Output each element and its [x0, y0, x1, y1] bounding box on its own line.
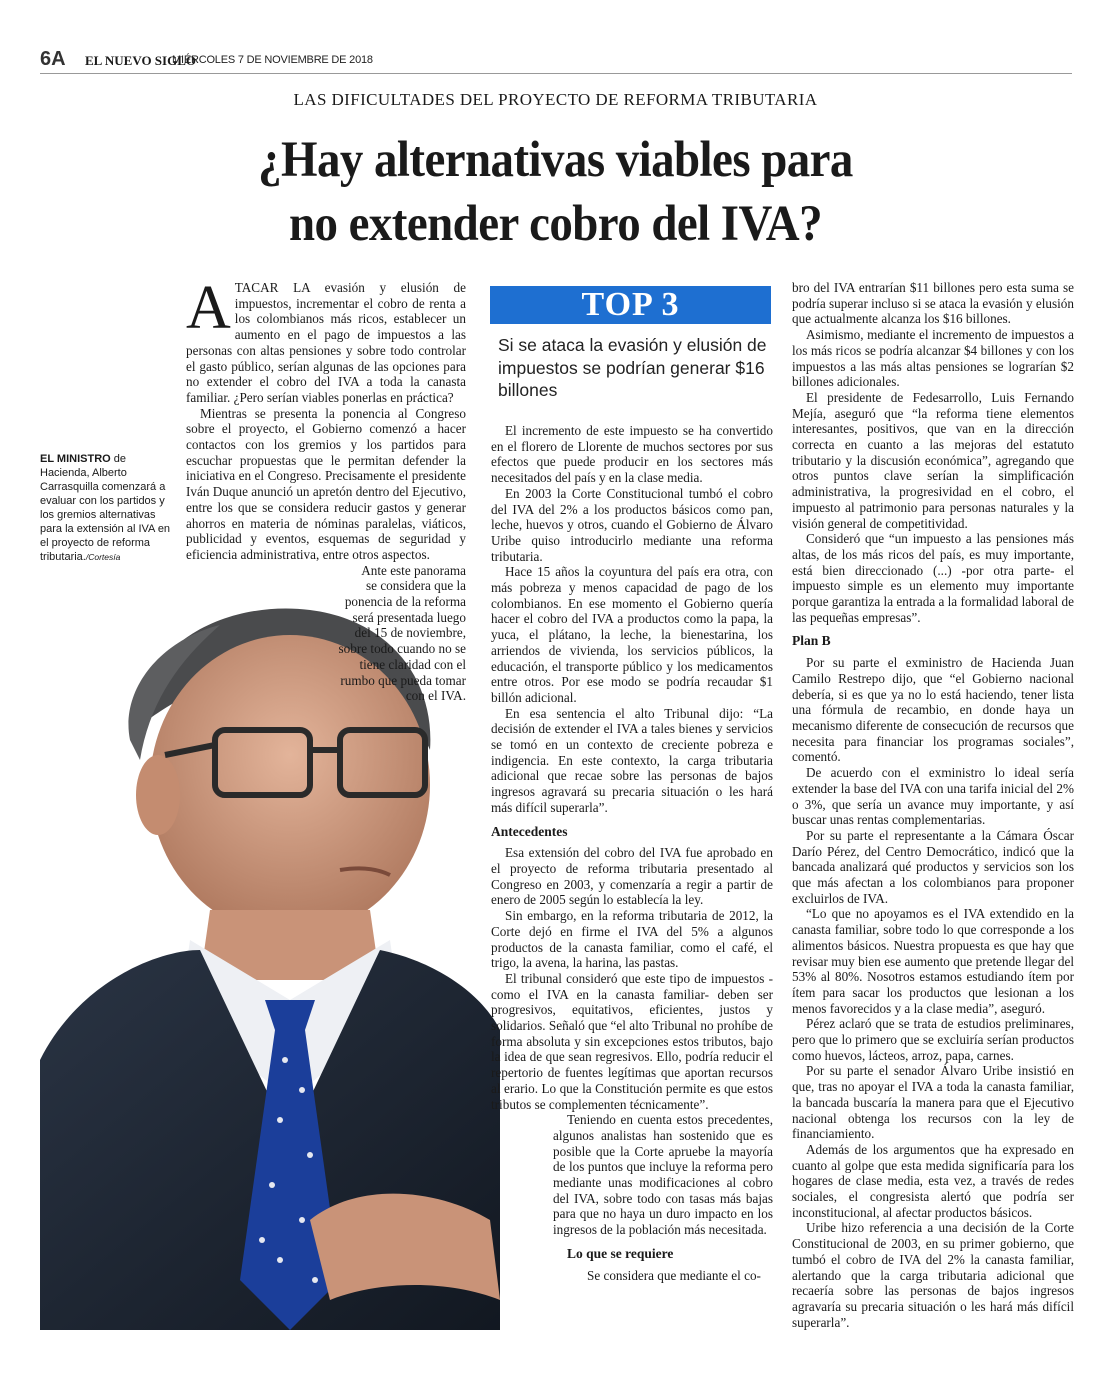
paragraph: Pérez aclaró que se trata de estudios preliminares, pero que lo primero que se excluiría serían productos como huevos, lácteos, arroz, papa, carnes.: [792, 1016, 1074, 1063]
caption-text: de Hacienda, Alberto Carrasquilla comenzará a evaluar con los partidos y los gremios alternativas para la extensión al IVA en el proyecto de reforma tributaria.: [40, 453, 171, 563]
paragraph: Hace 15 años la coyuntura del país era otra, con más pobreza y menos capacidad de pago de los colombianos. En ese momento el Gobierno quería hacer el cobro del IVA a productos como la papa, la yuca, el plátano, la leche, la bienestarina, los arriendos de vivienda, los servicios públicos, la educación, el transporte público y los medicamentos entre otros. Por ese modo se podría recaudar $1 billón adicional.: [491, 564, 773, 705]
article-headline: [44, 128, 1066, 256]
page-number: 6A: [40, 48, 66, 70]
subheading-plan-b: Plan B: [792, 633, 831, 649]
article-kicker: LAS DIFICULTADES DEL PROYECTO DE REFORMA TRIBUTARIA: [293, 90, 818, 109]
paragraph: El incremento de este impuesto se ha convertido en el florero de Llorente de muchos sectores por sus efectos que puede producir en los sectores más necesitados del país y en la clase media.: [491, 423, 773, 486]
header-rule: [40, 73, 1072, 74]
subheading-lo-que-se-requiere: Lo que se requiere: [567, 1245, 674, 1261]
paragraph: Por su parte el senador Álvaro Uribe insistió en que, tras no apoyar el IVA a toda la canasta familiar, la bancada buscaría la manera para que el Ejecutivo nacional obtenga los recursos con la ley de financiamiento.: [792, 1063, 1074, 1142]
paragraph: Consideró que “un impuesto a las pensiones más altas, de los más ricos del país, es muy importante, está bien direccionado (...) -por otra parte- el impuesto simple es un elemento muy importante porque garantiza la entrada a la formalidad laboral de las pequeñas empresas”.: [792, 531, 1074, 625]
paragraph: Se considera que mediante el co-: [587, 1267, 761, 1283]
paragraph: Mientras se presenta la ponencia al Congreso sobre el proyecto, el Gobierno comenzó a hacer contactos con los gremios y los partidos para escuchar propuestas que le permitan defender la iniciativa en el Congreso. Precisamente el presidente Iván Duque anunció un apretón dentro del Ejecutivo, entre los que se considera reducir gastos y generar ahorros en materia de nóminas paralelas, viáticos, publicidad y eventos, esquemas de seguridad y eficiencia administrativa, entre otros aspectos.: [186, 405, 466, 562]
paragraph: Esa extensión del cobro del IVA fue aprobado en el proyecto de reforma tributaria presentado al Congreso en 2003, y comenzaría a regir a partir de enero de 2005 según lo establecía la ley.: [491, 845, 773, 908]
column-3: [792, 280, 1074, 1330]
newspaper-name: EL NUEVO SIGLO: [85, 53, 196, 68]
issue-date: MIÉRCOLES 7 DE NOVIEMBRE DE 2018: [172, 54, 373, 66]
headline-line-2: no extender cobro del IVA?: [288, 196, 823, 252]
photo-credit: /Cortesía: [85, 552, 121, 562]
photo-caption: [40, 452, 175, 564]
headline-line-1: ¿Hay alternativas viables para: [258, 132, 853, 188]
paragraph: Uribe hizo referencia a una decisión de la Corte Constitucional de 2003, en su primer gobierno, que tumbó el cobro de IVA del 2% la canasta familiar, alertando que la carga tributaria adicional que recaería sobre las personas de bajos ingresos agravaría su precaria situación o les hará más difícil superarla”.: [792, 1220, 1074, 1330]
paragraph: Teniendo en cuenta estos precedentes, algunos analistas han sostenido que es posible que la Corte apruebe la mayoría de los puntos que incluye la reforma pero mediante unas modificaciones al cobro del IVA, sobre todo con tasas más bajas para que no haya un duro impacto en los ingresos de la población más necesitada.: [553, 1112, 773, 1238]
paragraph: En 2003 la Corte Constitucional tumbó el cobro del IVA del 2% a los productos básicos como pan, leche, huevos y otros, cuando el Gobierno de Álvaro Uribe quiso introducirlo mediante una reforma tributaria.: [491, 485, 773, 564]
paragraph: El presidente de Fedesarrollo, Luis Fernando Mejía, aseguró que “la reforma tiene elementos interesantes, positivos, que van en la dirección correcta en cuanto a las mejoras del estatuto tributario y la discusión económica”, agregando que otros puntos clave serían la simplificación administrativa, la progresividad en el cobro, el impuesto al patrimonio para personas naturales y la visión general de competitividad.: [792, 389, 1074, 531]
paragraph: El tribunal consideró que este tipo de impuestos -como el IVA en la canasta familiar- deben ser progresivos, equitativos, eficientes, justos y solidarios. Señaló que “el alto Tribunal no prohíbe de forma absoluta y sin excepciones estos tributos, bajo la idea de que sean regresivos. Ello, podría reducir el repertorio de fuentes legítimas que aportan recursos al erario. Lo que la Constitución permite es que estos tributos se complementen técnicamente”.: [491, 970, 773, 1112]
subheading-antecedentes: Antecedentes: [491, 823, 568, 839]
paragraph: Por su parte el representante a la Cámara Óscar Darío Pérez, del Centro Democrático, indicó que la bancada analizará qué productos y servicios son los que más afectan a los colombianos para proponer excluirlos de IVA.: [792, 827, 1074, 906]
top3-box: TOP 3: [490, 286, 771, 324]
lead-text: TACAR LA evasión y elusión de impuestos, incrementar el cobro de renta a los colombianos más ricos, establecer un aumento en el pago de impuestos a las personas con altas pensiones y sobre todo controlar el gasto público, serían algunas de las opciones para no extender el cobro del IVA a toda la canasta familiar. ¿Pero serían viables ponerlas en práctica?: [186, 280, 466, 405]
column-1: [186, 274, 466, 704]
paragraph: De acuerdo con el exministro lo ideal sería extender la base del IVA con una tarifa inicial del 2% o 3%, que sería un avance muy importante, y así buscar unas rentas complementarias.: [792, 765, 1074, 828]
paragraph: “Lo que no apoyamos es el IVA extendido en la canasta familiar, sobre todo lo que corresponde a los alimentos básicos. Nuestra propuesta es que hay que revisar muy bien ese aumento que pretende llegar del 53% al 80%. Nosotros estamos estudiando ítem por ítem para sacar los productos que lesionan a los menos favorecidos y a la clase media”, aseguró.: [792, 906, 1074, 1016]
drop-cap: A: [186, 274, 231, 342]
column-2: [491, 423, 773, 1283]
paragraph: Sin embargo, en la reforma tributaria de 2012, la Corte dejó en firme el IVA del 5% a algunos productos de la canasta familiar, como el café, el trigo, la avena, la harina, las pastas.: [491, 908, 773, 971]
paragraph: Ante este panorama se considera que la ponencia de la reforma será presentada luego del 15 de noviembre, sobre todo cuando no se tiene claridad con el rumbo que pueda tomar con el IVA.: [338, 562, 466, 704]
article-lead-paragraph: [186, 274, 466, 406]
paragraph: En esa sentencia el alto Tribunal dijo: “La decisión de extender el IVA a tales bienes y servicios se tomó en un contexto de creciente pobreza e indigencia. En este contexto, la carga tributaria adicional que recae sobre las personas de bajos ingresos agravará su precaria situación o les hará más difícil superarla”.: [491, 705, 773, 815]
paragraph: bro del IVA entrarían $11 billones pero esta suma se podría superar incluso si se ataca la evasión y elusión que actualmente alcanza los $16 billones.: [792, 280, 1074, 327]
paragraph: Asimismo, mediante el incremento de impuestos a los más ricos se podría alcanzar $4 billones y con los impuestos a las más altas pensiones se lograrían $2 billones adicionales.: [792, 327, 1074, 390]
paragraph: Además de los argumentos que ha expresado en cuanto al golpe que esta medida significaría para los hogares de clase media, esta vez, a través de redes sociales, el congresista alertó que podría ser inconstitucional, al afectar productos básicos.: [792, 1141, 1074, 1220]
caption-lead: EL MINISTRO: [40, 453, 111, 465]
top3-callout-text: Si se ataca la evasión y elusión de impuestos se podrían generar $16 billones: [498, 335, 767, 400]
paragraph: Por su parte el exministro de Hacienda Juan Camilo Restrepo dijo, que “el Gobierno nacional debería, si es que ya no lo está haciendo, tener lista una fórmula de recambio, en donde haya un mecanismo diferente de consecución de recursos que necesita para financiar los programas sociales”, comentó.: [792, 655, 1074, 765]
